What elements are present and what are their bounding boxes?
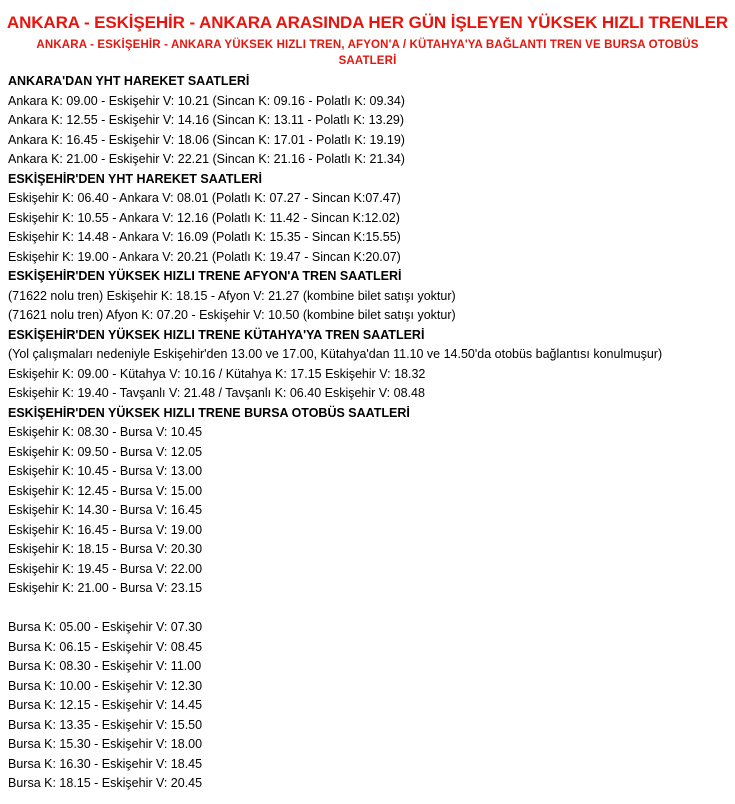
section-heading: ESKİŞEHİR'DEN YHT HAREKET SAATLERİ <box>8 171 262 186</box>
section-kutahya <box>8 326 735 404</box>
schedule-line: Ankara K: 16.45 - Eskişehir V: 18.06 (Sincan K: 17.01 - Polatlı K: 19.19) <box>8 132 405 147</box>
schedule-line: Eskişehir K: 16.45 - Bursa V: 19.00 <box>8 522 203 537</box>
schedule-line: Ankara K: 21.00 - Eskişehir V: 22.21 (Sincan K: 21.16 - Polatlı K: 21.34) <box>8 152 405 166</box>
section-heading: ESKİŞEHİR'DEN YÜKSEK HIZLI TRENE KÜTAHYA'YA TREN SAATLERİ <box>8 327 425 342</box>
schedule-line: Eskişehir K: 12.45 - Bursa V: 15.00 <box>8 483 203 498</box>
page-title: ANKARA - ESKİŞEHİR - ANKARA ARASINDA HER GÜN İŞLEYEN YÜKSEK HIZLI TRENLER <box>6 13 729 32</box>
schedule-line: Eskişehir K: 10.55 - Ankara V: 12.16 (Polatlı K: 11.42 - Sincan K:12.02) <box>8 210 400 225</box>
schedule-note: (Yol çalışmaları nedeniyle Eskişehir'den 13.00 ve 17.00, Kütahya'dan 11.10 ve 14.50'da otobüs bağlantısı konulmuşur) <box>8 347 663 361</box>
schedule-line: (71622 nolu tren) Eskişehir K: 18.15 - Afyon V: 21.27 (kombine bilet satışı yoktur) <box>8 288 456 303</box>
schedule-line: Eskişehir K: 09.00 - Kütahya V: 10.16 / Kütahya K: 17.15 Eskişehir V: 18.32 <box>8 366 426 381</box>
schedule-line: Bursa K: 18.15 - Eskişehir V: 20.45 <box>8 776 203 790</box>
schedule-line: Ankara K: 12.55 - Eskişehir V: 14.16 (Sincan K: 13.11 - Polatlı K: 13.29) <box>8 113 405 127</box>
page-subtitle: ANKARA - ESKİŞEHİR - ANKARA YÜKSEK HIZLI TREN, AFYON'A / KÜTAHYA'YA BAĞLANTI TREN VE BURSA OTOBÜS SAATLERİ <box>36 39 699 67</box>
section-heading: ESKİŞEHİR'DEN YÜKSEK HIZLI TRENE AFYON'A TREN SAATLERİ <box>8 269 402 283</box>
schedule-line: Eskişehir K: 19.00 - Ankara V: 20.21 (Polatlı K: 19.47 - Sincan K:20.07) <box>8 249 401 264</box>
schedule-line: Bursa K: 08.30 - Eskişehir V: 11.00 <box>8 659 202 673</box>
schedule-line: Eskişehir K: 08.30 - Bursa V: 10.45 <box>8 425 203 439</box>
schedule-line: (71621 nolu tren) Afyon K: 07.20 - Eskişehir V: 10.50 (kombine bilet satışı yoktur) <box>8 308 456 322</box>
section-heading: ANKARA'DAN YHT HAREKET SAATLERİ <box>8 74 250 88</box>
section-bursa <box>8 404 735 794</box>
schedule-line: Eskişehir K: 19.40 - Tavşanlı V: 21.48 / Tavşanlı K: 06.40 Eskişehir V: 08.48 <box>8 386 425 400</box>
spacer <box>8 599 735 619</box>
schedule-line: Eskişehir K: 10.45 - Bursa V: 13.00 <box>8 464 203 478</box>
schedule-line: Eskişehir K: 14.30 - Bursa V: 16.45 <box>8 503 203 517</box>
schedule-line: Eskişehir K: 19.45 - Bursa V: 22.00 <box>8 561 203 576</box>
schedule-line: Ankara K: 09.00 - Eskişehir V: 10.21 (Sincan K: 09.16 - Polatlı K: 09.34) <box>8 93 405 108</box>
section-afyon <box>8 267 735 326</box>
schedule-line: Eskişehir K: 18.15 - Bursa V: 20.30 <box>8 542 203 556</box>
section-heading: ESKİŞEHİR'DEN YÜKSEK HIZLI TRENE BURSA OTOBÜS SAATLERİ <box>8 405 410 420</box>
schedule-line: Bursa K: 16.30 - Eskişehir V: 18.45 <box>8 756 203 771</box>
schedule-line: Eskişehir K: 09.50 - Bursa V: 12.05 <box>8 444 203 459</box>
schedule-line: Bursa K: 10.00 - Eskişehir V: 12.30 <box>8 678 203 693</box>
schedule-line: Eskişehir K: 14.48 - Ankara V: 16.09 (Polatlı K: 15.35 - Sincan K:15.55) <box>8 230 401 244</box>
schedule-line: Eskişehir K: 21.00 - Bursa V: 23.15 <box>8 581 203 595</box>
schedule-content <box>0 72 735 794</box>
schedule-line: Bursa K: 12.15 - Eskişehir V: 14.45 <box>8 698 203 712</box>
section-ankara-yht <box>8 72 735 170</box>
schedule-line: Bursa K: 15.30 - Eskişehir V: 18.00 <box>8 737 203 751</box>
schedule-line: Eskişehir K: 06.40 - Ankara V: 08.01 (Polatlı K: 07.27 - Sincan K:07.47) <box>8 191 401 205</box>
schedule-line: Bursa K: 05.00 - Eskişehir V: 07.30 <box>8 620 203 634</box>
schedule-line: Bursa K: 13.35 - Eskişehir V: 15.50 <box>8 717 203 732</box>
schedule-line: Bursa K: 06.15 - Eskişehir V: 08.45 <box>8 639 203 654</box>
section-eskisehir-yht <box>8 170 735 268</box>
